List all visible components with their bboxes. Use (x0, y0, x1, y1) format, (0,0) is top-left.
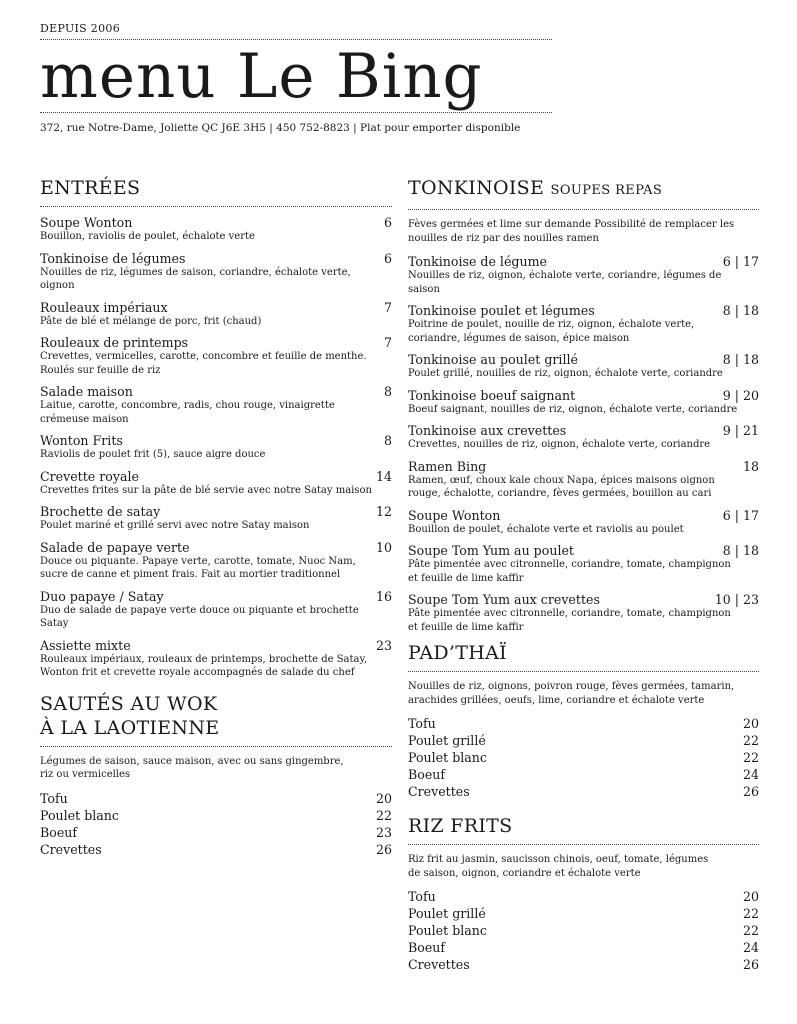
price-row-price: 22 (742, 750, 759, 765)
menu-item-price: 16 (375, 588, 392, 604)
menu-item-description: Crevettes frites sur la pâte de blé servie avec notre Satay maison (40, 484, 372, 496)
menu-item-row (408, 352, 759, 367)
menu-item-name: Salade maison (40, 384, 133, 399)
price-row-name: Poulet blanc (408, 923, 487, 938)
header-divider-top (40, 39, 552, 40)
price-row-name: Poulet grillé (408, 733, 486, 748)
price-row (40, 790, 392, 807)
menu-item (408, 303, 759, 345)
section-divider (408, 209, 759, 210)
menu-item (408, 459, 759, 501)
menu-item-description: Rouleaux impériaux, rouleaux de printemps, brochette de Satay, Wonton frit et crevette royale accompagnés de salade du chef (40, 653, 367, 678)
section-rizfrits (408, 814, 759, 973)
menu-item-row (40, 540, 392, 555)
menu-item (40, 335, 392, 377)
section-divider (40, 206, 392, 207)
menu-item-row (40, 433, 392, 448)
menu-item (408, 592, 759, 634)
section-title-rizfrits: RIZ FRITS (408, 815, 513, 837)
menu-item-name: Rouleaux impériaux (40, 299, 168, 315)
section-divider (40, 746, 392, 747)
menu-item-name: Rouleaux de printemps (40, 335, 189, 350)
price-row (408, 732, 759, 749)
menu-item-name: Ramen Bing (408, 458, 487, 474)
section-divider (408, 671, 759, 672)
menu-item-row (408, 508, 759, 523)
price-row-price: 24 (742, 767, 759, 782)
tonkinoise-subtitle: SOUPES REPAS (550, 183, 663, 198)
menu-item-description: Nouilles de riz, légumes de saison, coriandre, échalote verte, oignon (40, 266, 351, 291)
price-row-name: Tofu (408, 716, 436, 731)
price-row-name: Boeuf (408, 940, 446, 955)
menu-item-description: Poitrine de poulet, nouille de riz, oignon, échalote verte, coriandre, légumes de saison, épice maison (408, 319, 695, 344)
menu-item-price: 8 | 18 (722, 303, 759, 318)
menu-item (408, 388, 759, 417)
since-label: DEPUIS 2006 (40, 22, 120, 35)
menu-item-name: Tonkinoise aux crevettes (408, 423, 567, 438)
menu-item-name: Soupe Tom Yum aux crevettes (408, 592, 600, 607)
price-row-price: 23 (375, 824, 392, 840)
price-row-price: 22 (742, 906, 759, 921)
entrees-list (40, 215, 392, 680)
section-entrees (40, 176, 392, 680)
menu-item-price: 8 (383, 384, 392, 399)
sautes-note: Légumes de saison, sauce maison, avec ou sans gingembre, riz ou vermicelles (40, 755, 344, 780)
menu-item-name: Duo papaye / Satay (40, 588, 164, 604)
menu-item-name: Soupe Tom Yum au poulet (408, 543, 574, 558)
price-row-price: 20 (742, 889, 759, 904)
section-padthai (408, 641, 759, 800)
menu-item-description: Laitue, carotte, concombre, radis, chou rouge, vinaigrette crémeuse maison (40, 400, 335, 425)
menu-item-name: Soupe Wonton (408, 507, 501, 523)
menu-item-price: 6 (383, 215, 392, 230)
section-title-tonkinoise (408, 176, 759, 203)
menu-item-description: Poulet mariné et grillé servi avec notre Satay maison (40, 520, 310, 531)
menu-item-name: Tonkinoise de légume (408, 254, 547, 269)
menu-item-row (40, 300, 392, 315)
header-divider-bottom (40, 112, 552, 113)
address-line: 372, rue Notre-Dame, Joliette QC J6E 3H5 | 450 752-8823 | Plat pour emporter disponible (40, 122, 521, 134)
menu-item-description: Douce ou piquante. Papaye verte, carotte, tomate, Nuoc Nam, sucre de canne et piment frais. Fait au mortier traditionnel (40, 555, 356, 580)
menu-item (408, 352, 759, 381)
menu-item-price: 12 (375, 504, 392, 519)
tonkinoise-title: TONKINOISE (408, 177, 545, 199)
menu-item-price: 10 | 23 (714, 592, 759, 607)
menu-item-description: Raviolis de poulet frit (5), sauce aigre douce (40, 449, 266, 460)
menu-item-price: 23 (375, 637, 392, 653)
menu-item (40, 540, 392, 582)
menu-item-row (40, 589, 392, 604)
price-row-price: 24 (742, 940, 759, 955)
menu-item (40, 589, 392, 631)
menu-item-description: Pâte pimentée avec citronnelle, coriandre, tomate, champignon et feuille de lime kaffir (408, 559, 731, 584)
menu-item (40, 433, 392, 462)
price-row (408, 905, 759, 922)
menu-item (40, 638, 392, 680)
menu-item-description: Poulet grillé, nouilles de riz, oignon, échalote verte, coriandre (408, 368, 723, 379)
price-row (40, 824, 392, 841)
price-row (408, 939, 759, 956)
menu-item (40, 469, 392, 498)
price-row (408, 888, 759, 905)
section-title-sautes (40, 692, 392, 740)
menu-item-price: 7 (383, 335, 392, 350)
menu-item-price: 8 | 18 (722, 543, 759, 558)
menu-item-row (40, 504, 392, 519)
menu-item (408, 543, 759, 585)
price-row-price: 20 (742, 716, 759, 731)
price-row-name: Poulet blanc (40, 807, 119, 823)
price-row-name: Poulet blanc (408, 750, 487, 765)
price-row-price: 26 (375, 841, 392, 857)
menu-item-name: Tonkinoise poulet et légumes (408, 303, 595, 318)
menu-item (40, 251, 392, 293)
menu-item-name: Crevette royale (40, 468, 139, 484)
right-column (408, 176, 759, 973)
price-row-name: Tofu (40, 790, 68, 806)
price-row-price: 26 (742, 784, 759, 799)
price-row-name: Crevettes (40, 841, 102, 857)
menu-item-row (40, 638, 392, 653)
price-row (40, 841, 392, 858)
padthai-note: Nouilles de riz, oignons, poivron rouge, fèves germées, tamarin, arachides grillées, oeufs, lime, coriandre et échalote verte (408, 681, 735, 706)
menu-item-description: Duo de salade de papaye verte douce ou piquante et brochette Satay (40, 604, 359, 629)
rizfrits-list (408, 888, 759, 973)
price-row (408, 956, 759, 973)
menu-item-description: Bouillon de poulet, échalote verte et raviolis au poulet (408, 523, 684, 535)
menu-item-price: 7 (383, 299, 392, 315)
price-row-price: 22 (742, 733, 759, 748)
menu-item-row (40, 251, 392, 266)
menu-item-row (40, 469, 392, 484)
section-sautes (40, 692, 392, 858)
menu-item-description: Crevettes, nouilles de riz, oignon, échalote verte, coriandre (408, 439, 711, 450)
menu-item-price: 18 (742, 458, 759, 474)
tonkinoise-note: Fèves germées et lime sur demande Possibilité de remplacer les nouilles de riz par des nouilles ramen (408, 219, 735, 244)
page-title: menu Le Bing (40, 41, 483, 112)
menu-item (40, 300, 392, 329)
menu-item-name: Brochette de satay (40, 504, 161, 519)
menu-item-price: 8 | 18 (722, 352, 759, 367)
menu-item-description: Boeuf saignant, nouilles de riz, oignon, échalote verte, coriandre (408, 403, 738, 415)
menu-item-name: Tonkinoise de légumes (40, 250, 186, 266)
menu-item-description: Crevettes, vermicelles, carotte, concombre et feuille de menthe. Roulés sur feuille de riz (40, 351, 367, 376)
menu-item-price: 8 (383, 433, 392, 448)
menu-item-name: Tonkinoise au poulet grillé (408, 352, 578, 367)
menu-item-description: Bouillon, raviolis de poulet, échalote verte (40, 231, 255, 242)
menu-item (40, 504, 392, 533)
menu-item-name: Wonton Frits (40, 433, 123, 448)
menu-header (40, 22, 552, 134)
menu-item-description: Ramen, œuf, choux kale choux Napa, épices maisons oignon rouge, échalotte, coriandre, fèves germées, bouillon au cari (408, 474, 715, 499)
menu-item-price: 9 | 20 (722, 387, 759, 403)
menu-item-name: Soupe Wonton (40, 215, 133, 230)
rizfrits-note: Riz frit au jasmin, saucisson chinois, oeuf, tomate, légumes de saison, oignon, coriandre et échalote verte (408, 854, 709, 879)
price-row-name: Boeuf (408, 767, 446, 782)
menu-item-price: 10 (375, 539, 392, 555)
menu-item-row (408, 303, 759, 318)
price-row-name: Poulet grillé (408, 906, 486, 921)
price-row (40, 807, 392, 824)
section-title-padthai: PAD’THAÏ (408, 642, 507, 664)
price-row-price: 22 (742, 923, 759, 938)
section-divider (408, 844, 759, 845)
sautes-title-line2: À LA LAOTIENNE (40, 716, 220, 739)
menu-item-price: 14 (375, 468, 392, 484)
menu-item-description: Pâte pimentée avec citronnelle, coriandre, tomate, champignon et feuille de lime kaffir (408, 608, 731, 633)
menu-item-row (408, 423, 759, 438)
price-row-name: Crevettes (408, 784, 470, 799)
menu-item-price: 9 | 21 (722, 423, 759, 438)
menu-item-row (408, 388, 759, 403)
menu-item-row (408, 543, 759, 558)
price-row-price: 22 (375, 807, 392, 823)
price-row (408, 715, 759, 732)
menu-item-row (40, 384, 392, 399)
sautes-list (40, 790, 392, 858)
sautes-title-line1: SAUTÉS AU WOK (40, 692, 218, 715)
menu-item-row (408, 254, 759, 269)
tonkinoise-list (408, 254, 759, 634)
price-row-name: Crevettes (408, 957, 470, 972)
menu-item-row (40, 215, 392, 230)
price-row-price: 20 (375, 790, 392, 806)
menu-item-name: Assiette mixte (40, 637, 131, 653)
price-row-name: Tofu (408, 889, 436, 904)
menu-item (40, 215, 392, 244)
menu-item-price: 6 (383, 250, 392, 266)
menu-item (408, 254, 759, 296)
menu-item-name: Salade de papaye verte (40, 539, 190, 555)
menu-item-row (408, 592, 759, 607)
price-row (408, 766, 759, 783)
price-row (408, 783, 759, 800)
padthai-list (408, 715, 759, 800)
menu-item-price: 6 | 17 (722, 254, 759, 269)
menu-item-row (40, 335, 392, 350)
menu-item-description: Pâte de blé et mélange de porc, frit (chaud) (40, 315, 262, 327)
price-row (408, 749, 759, 766)
left-column (40, 176, 392, 858)
menu-item-name: Tonkinoise boeuf saignant (408, 387, 576, 403)
price-row-price: 26 (742, 957, 759, 972)
menu-item (40, 384, 392, 426)
price-row (408, 922, 759, 939)
section-title-entrees: ENTRÉES (40, 177, 141, 199)
menu-item (408, 423, 759, 452)
menu-item (408, 508, 759, 537)
menu-item-description: Nouilles de riz, oignon, échalote verte, coriandre, légumes de saison (408, 270, 722, 295)
menu-item-price: 6 | 17 (722, 507, 759, 523)
section-tonkinoise (408, 176, 759, 634)
price-row-name: Boeuf (40, 824, 78, 840)
menu-item-row (408, 459, 759, 474)
